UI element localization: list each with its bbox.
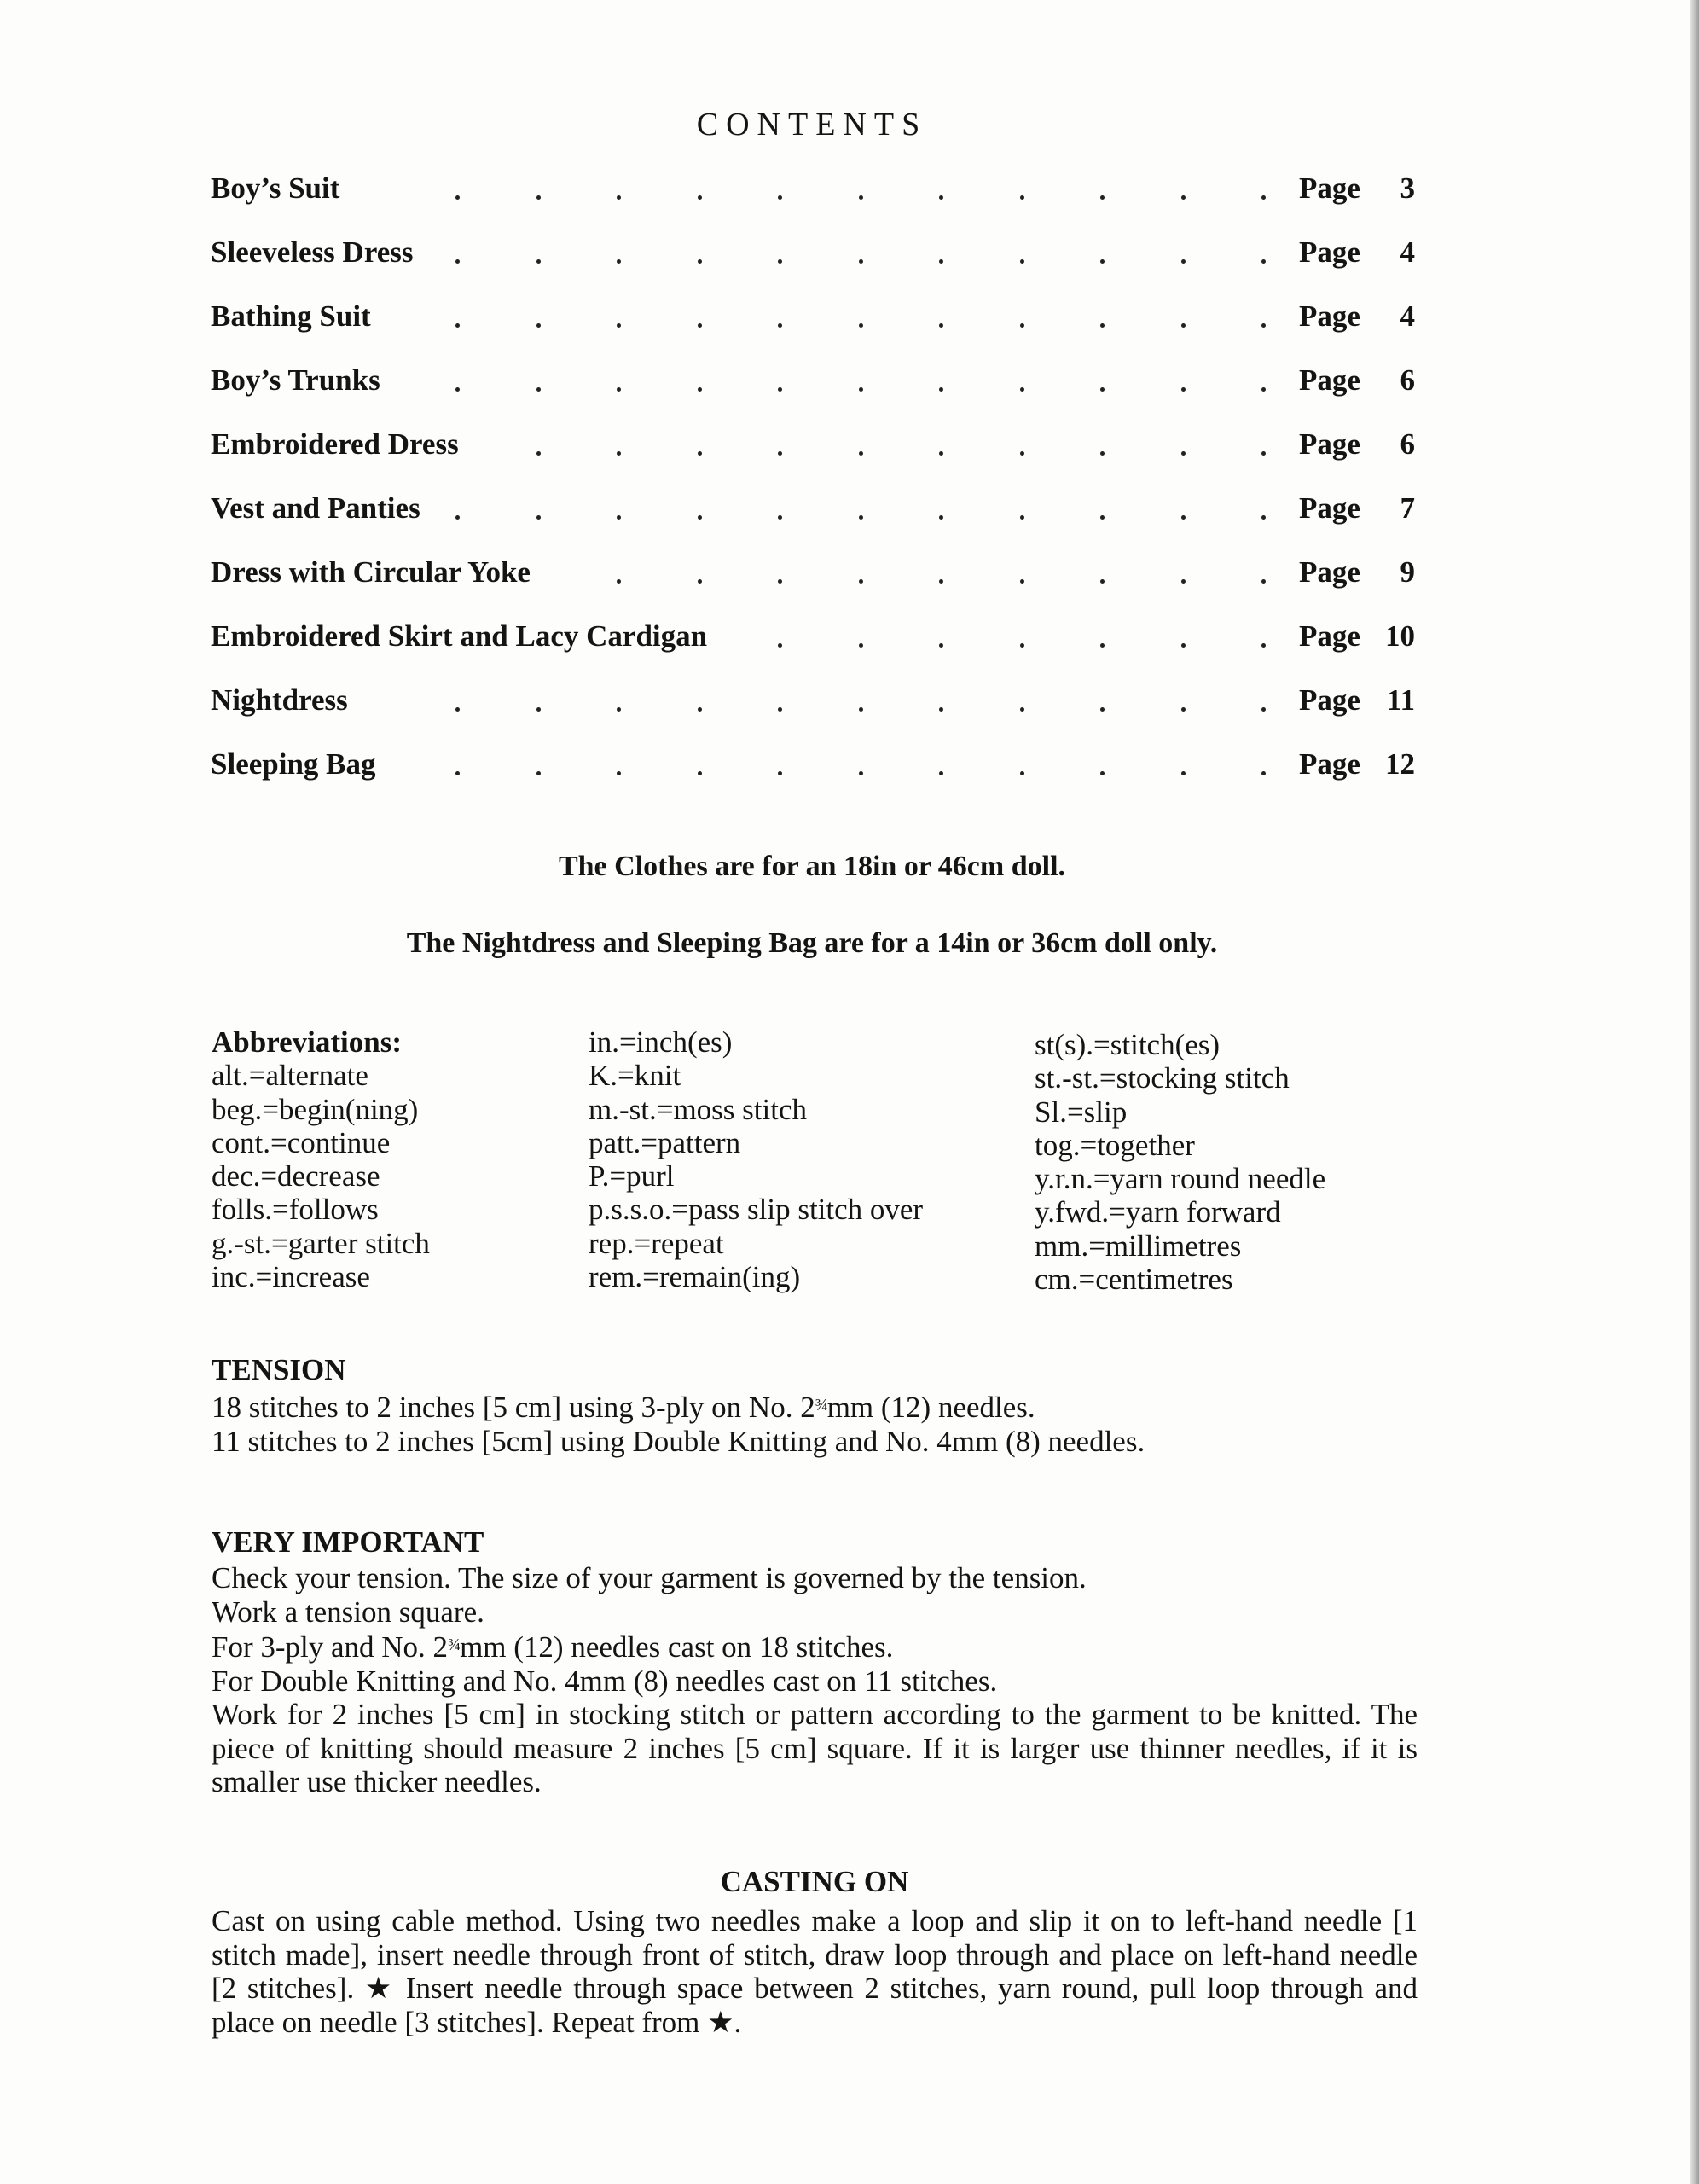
contents-item-page <box>1299 231 1418 274</box>
leader-dot <box>778 707 782 712</box>
leader-dot <box>1020 771 1024 775</box>
page-label: Page <box>1299 747 1360 781</box>
very-important-section <box>212 1524 1418 1799</box>
leader-dot <box>859 259 863 264</box>
leader-dot <box>698 579 702 584</box>
dot-leader <box>211 167 1268 210</box>
leader-dot <box>698 771 702 775</box>
leader-dot <box>778 195 782 200</box>
contents-item-title: Sleeveless Dress <box>211 231 426 274</box>
abbreviation: Sl.=slip <box>1035 1095 1128 1129</box>
leader-dot <box>859 707 863 712</box>
contents-item-page <box>1299 295 1418 338</box>
contents-item[interactable] <box>211 487 1422 551</box>
leader-dot <box>1020 515 1024 520</box>
leader-dot <box>617 515 621 520</box>
page-number: 3 <box>1400 171 1415 205</box>
abbreviation: tog.=together <box>1035 1128 1195 1162</box>
important-line-1: Check your tension. The size of your garment is governed by the tension. <box>212 1561 1087 1594</box>
leader-dot <box>1100 323 1105 328</box>
leader-dot <box>1181 323 1186 328</box>
leader-dot <box>1181 195 1186 200</box>
leader-dot <box>1261 323 1266 328</box>
leader-dot <box>859 323 863 328</box>
contents-item[interactable] <box>211 231 1422 295</box>
small-doll-size-note: The Nightdress and Sleeping Bag are for a 14in or 36cm doll only. <box>406 927 1218 959</box>
page-label: Page <box>1299 363 1360 397</box>
leader-dot <box>617 579 621 584</box>
contents-item[interactable] <box>211 295 1422 359</box>
abbreviations-column-3 <box>1035 1028 1325 1296</box>
contents-item-page <box>1299 167 1418 210</box>
doll-size-note: The Clothes are for an 18in or 46cm doll. <box>558 851 1066 882</box>
leader-dot <box>1020 259 1024 264</box>
leader-dot <box>1100 515 1105 520</box>
leader-dot <box>698 195 702 200</box>
leader-dot <box>1020 387 1024 392</box>
leader-dot <box>778 451 782 456</box>
leader-dot <box>1261 451 1266 456</box>
leader-dot <box>939 515 943 520</box>
leader-dot <box>617 259 621 264</box>
leader-dot <box>617 771 621 775</box>
abbreviation: P.=purl <box>589 1159 675 1194</box>
contents-item[interactable] <box>211 423 1422 487</box>
contents-item-page <box>1299 487 1418 530</box>
page-label: Page <box>1299 619 1360 653</box>
tension-heading: TENSION <box>212 1353 346 1386</box>
page-number: 6 <box>1400 427 1415 461</box>
leader-dot <box>536 387 541 392</box>
leader-dot <box>939 387 943 392</box>
leader-dot <box>939 323 943 328</box>
abbreviation: folls.=follows <box>212 1193 379 1227</box>
contents-item[interactable] <box>211 615 1422 679</box>
leader-dot <box>939 579 943 584</box>
abbreviation: mm.=millimetres <box>1035 1228 1242 1263</box>
leader-dot <box>536 707 541 712</box>
abbreviation: y.r.n.=yarn round needle <box>1035 1162 1326 1196</box>
page-number: 12 <box>1385 747 1415 781</box>
leader-dot <box>698 451 702 456</box>
tension-line-1-text: 18 stitches to 2 inches [5 cm] using 3-ply on No. 2 <box>212 1391 815 1424</box>
leader-dot <box>939 707 943 712</box>
leader-dot <box>939 259 943 264</box>
contents-heading: CONTENTS <box>696 107 928 142</box>
contents-item[interactable] <box>211 167 1422 231</box>
leader-dot <box>1261 515 1266 520</box>
leader-dot <box>1261 643 1266 648</box>
leader-dot <box>1181 579 1186 584</box>
important-line-4: For Double Knitting and No. 4mm (8) needles cast on 11 stitches. <box>212 1664 998 1698</box>
contents-item-page <box>1299 679 1418 722</box>
page-label: Page <box>1299 299 1360 333</box>
leader-dot <box>536 259 541 264</box>
abbreviation: dec.=decrease <box>212 1159 380 1194</box>
leader-dot <box>778 579 782 584</box>
abbreviation: inc.=increase <box>212 1260 370 1294</box>
abbreviation: rep.=repeat <box>589 1226 724 1260</box>
contents-item-page <box>1299 359 1418 402</box>
contents-item-page <box>1299 743 1418 786</box>
leader-dot <box>1261 387 1266 392</box>
tension-line-1 <box>212 1389 1418 1425</box>
important-line-3-rest: mm (12) needles cast on 18 stitches. <box>460 1630 894 1664</box>
leader-dot <box>698 515 702 520</box>
leader-dot <box>859 451 863 456</box>
leader-dot <box>1261 259 1266 264</box>
tension-line-2: 11 stitches to 2 inches [5cm] using Double Knitting and No. 4mm (8) needles. <box>212 1424 1145 1458</box>
abbreviation: st(s).=stitch(es) <box>1035 1028 1221 1061</box>
leader-dot <box>1261 579 1266 584</box>
leader-dot <box>1261 771 1266 775</box>
leader-dot <box>536 323 541 328</box>
page-label: Page <box>1299 171 1360 205</box>
contents-list <box>211 167 1422 807</box>
leader-dot <box>536 515 541 520</box>
leader-dot <box>617 195 621 200</box>
abbreviation: st.-st.=stocking stitch <box>1035 1061 1290 1095</box>
abbreviations-column-1 <box>212 1025 430 1293</box>
leader-dot <box>455 707 460 712</box>
leader-dot <box>859 771 863 775</box>
leader-dot <box>939 451 943 456</box>
leader-dot <box>455 515 460 520</box>
leader-dot <box>1100 387 1105 392</box>
leader-dot <box>617 323 621 328</box>
leader-dot <box>1020 579 1024 584</box>
leader-dot <box>939 643 943 648</box>
page-number: 10 <box>1385 619 1415 653</box>
leader-dot <box>778 515 782 520</box>
important-line-3-text: For 3-ply and No. 2 <box>212 1630 449 1664</box>
leader-dot <box>617 707 621 712</box>
leader-dot <box>1181 707 1186 712</box>
contents-item-title: Bathing Suit <box>211 295 383 338</box>
page-number: 6 <box>1400 363 1415 397</box>
abbreviation: cm.=centimetres <box>1035 1263 1233 1297</box>
contents-item-title: Boy’s Trunks <box>211 359 392 402</box>
contents-item-page <box>1299 615 1418 658</box>
page-number: 11 <box>1386 683 1415 717</box>
abbreviation: K.=knit <box>589 1059 681 1093</box>
page-number: 4 <box>1400 235 1415 269</box>
leader-dot <box>1100 643 1105 648</box>
contents-item-title: Vest and Panties <box>211 487 432 530</box>
leader-dot <box>1100 707 1105 712</box>
leader-dot <box>1020 707 1024 712</box>
abbreviation: y.fwd.=yarn forward <box>1035 1195 1281 1229</box>
leader-dot <box>859 579 863 584</box>
leader-dot <box>1261 195 1266 200</box>
leader-dot <box>1181 515 1186 520</box>
leader-dot <box>778 323 782 328</box>
abbreviation: rem.=remain(ing) <box>589 1260 801 1294</box>
leader-dot <box>698 259 702 264</box>
contents-item-title: Embroidered Skirt and Lacy Cardigan <box>211 615 719 658</box>
leader-dot <box>1100 259 1105 264</box>
leader-dot <box>778 643 782 648</box>
abbreviation: in.=inch(es) <box>589 1025 733 1059</box>
leader-dot <box>859 195 863 200</box>
page-label: Page <box>1299 555 1360 589</box>
important-line-2: Work a tension square. <box>212 1594 484 1629</box>
page-label: Page <box>1299 683 1360 717</box>
leader-dot <box>617 451 621 456</box>
casting-on-heading: CASTING ON <box>720 1865 909 1898</box>
contents-item-title: Boy’s Suit <box>211 167 351 210</box>
contents-item-title: Embroidered Dress <box>211 423 471 466</box>
leader-dot <box>455 259 460 264</box>
contents-item-page <box>1299 551 1418 594</box>
abbreviation: g.-st.=garter stitch <box>212 1226 430 1260</box>
leader-dot <box>455 771 460 775</box>
leader-dot <box>536 195 541 200</box>
leader-dot <box>698 707 702 712</box>
leader-dot <box>698 323 702 328</box>
contents-item[interactable] <box>211 679 1422 743</box>
leader-dot <box>536 771 541 775</box>
leader-dot <box>1100 195 1105 200</box>
abbreviation: beg.=begin(ning) <box>212 1092 419 1126</box>
page-number: 7 <box>1400 491 1415 525</box>
abbreviation: patt.=pattern <box>589 1125 741 1159</box>
leader-dot <box>455 387 460 392</box>
leader-dot <box>1181 387 1186 392</box>
leader-dot <box>1261 707 1266 712</box>
abbreviation: p.s.s.o.=pass slip stitch over <box>589 1193 924 1227</box>
page-number: 9 <box>1400 555 1415 589</box>
leader-dot <box>778 771 782 775</box>
contents-item[interactable] <box>211 359 1422 423</box>
leader-dot <box>536 451 541 456</box>
tension-line-1-rest: mm (12) needles. <box>826 1391 1035 1424</box>
contents-item[interactable] <box>211 743 1422 807</box>
very-important-heading: VERY IMPORTANT <box>212 1525 484 1559</box>
contents-item[interactable] <box>211 551 1422 615</box>
important-line-3 <box>212 1629 1418 1664</box>
contents-item-title: Dress with Circular Yoke <box>211 551 542 594</box>
contents-item-title: Nightdress <box>211 679 360 722</box>
leader-dot <box>1100 579 1105 584</box>
leader-dot <box>455 323 460 328</box>
contents-item-title: Sleeping Bag <box>211 743 388 786</box>
leader-dot <box>1181 643 1186 648</box>
leader-dot <box>778 387 782 392</box>
page-label: Page <box>1299 235 1360 269</box>
important-paragraph: Work for 2 inches [5 cm] in stocking stitch or pattern according to the garment to be knitted. The piece of knitting should measure 2 inches [5 cm] square. If it is larger use thinner needles, if it is smaller use thicker needles. <box>212 1698 1418 1798</box>
leader-dot <box>1181 771 1186 775</box>
leader-dot <box>1020 451 1024 456</box>
tension-section <box>212 1351 1418 1458</box>
leader-dot <box>1100 771 1105 775</box>
leader-dot <box>859 387 863 392</box>
casting-on-paragraph: Cast on using cable method. Using two needles make a loop and slip it on to left-hand needle [1 stitch made], insert needle through front of stitch, draw loop through and place on left-hand needle [2 stitches]. ★ Insert needle through space between 2 stitches, yarn round, pull loop through and place on needle [3 stitches]. Repeat from ★. <box>212 1904 1418 2039</box>
leader-dot <box>1020 195 1024 200</box>
contents-item-page <box>1299 423 1418 466</box>
leader-dot <box>698 387 702 392</box>
fraction: ¾ <box>815 1396 827 1414</box>
leader-dot <box>1020 323 1024 328</box>
page-label: Page <box>1299 427 1360 461</box>
leader-dot <box>859 643 863 648</box>
leader-dot <box>939 195 943 200</box>
leader-dot <box>617 387 621 392</box>
fraction: ¾ <box>448 1635 461 1654</box>
leader-dot <box>939 771 943 775</box>
leader-dot <box>778 259 782 264</box>
leader-dot <box>1181 451 1186 456</box>
page-edge-shadow <box>1690 0 1699 2184</box>
page-number: 4 <box>1400 299 1415 333</box>
abbreviation: m.-st.=moss stitch <box>589 1092 808 1126</box>
page-label: Page <box>1299 491 1360 525</box>
abbreviations-column-2 <box>589 1025 923 1293</box>
dot-leader <box>211 679 1268 722</box>
leader-dot <box>1020 643 1024 648</box>
leader-dot <box>859 515 863 520</box>
abbreviations-heading: Abbreviations: <box>212 1025 402 1059</box>
leader-dot <box>455 195 460 200</box>
abbreviation: cont.=continue <box>212 1125 391 1159</box>
leader-dot <box>1100 451 1105 456</box>
casting-on-section <box>212 1863 1418 2039</box>
abbreviation: alt.=alternate <box>212 1059 368 1093</box>
leader-dot <box>1181 259 1186 264</box>
